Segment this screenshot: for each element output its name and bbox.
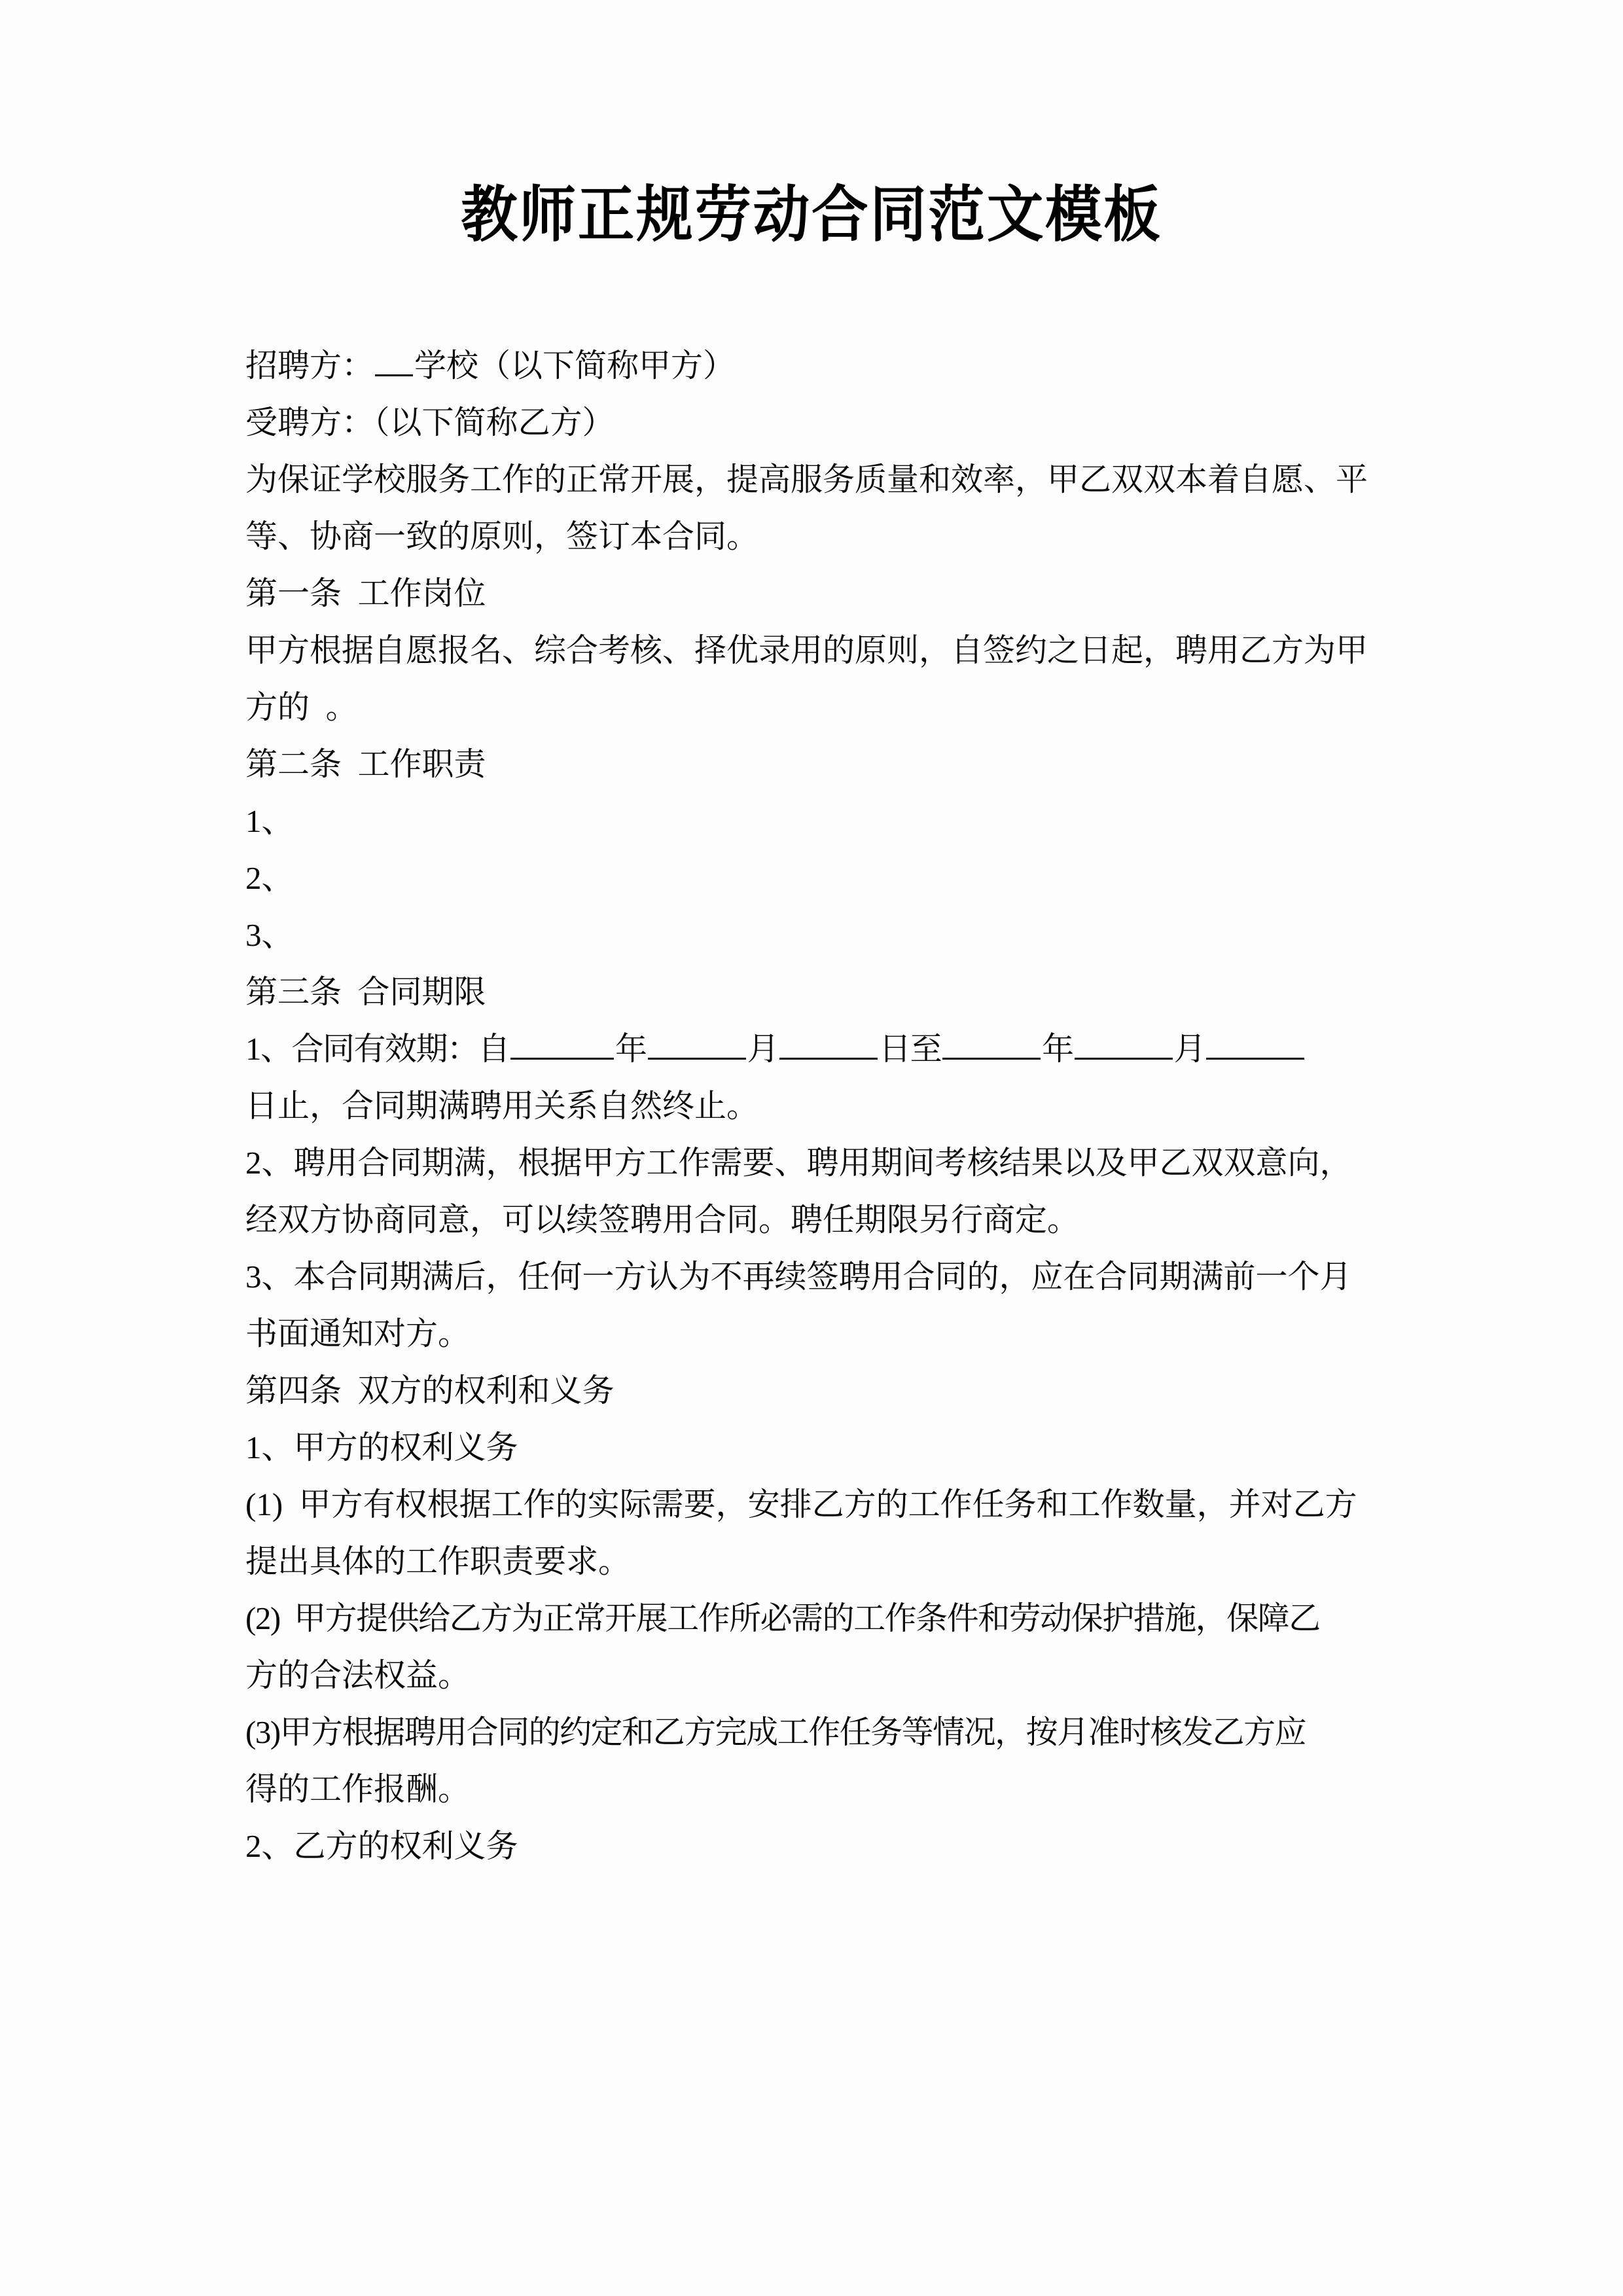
start-month-blank-field[interactable] (648, 1029, 746, 1060)
end-month-label: 月 (1173, 1031, 1205, 1067)
heading-article-2: 第二条 工作职责 (245, 746, 486, 782)
subheading-party-a-rights: 1、甲方的权利义务 (245, 1429, 518, 1465)
page-title: 教师正规劳动合同范文模板 (461, 182, 1162, 249)
start-day-label: 日至 (879, 1031, 942, 1067)
heading-article-1: 第一条 工作岗位 (245, 575, 486, 611)
recruiter-suffix: 学校（以下简称甲方） (414, 348, 736, 384)
subheading-party-b-rights: 2、乙方的权利义务 (245, 1828, 518, 1864)
list-item-duty-1: 1、 (245, 803, 294, 839)
recruiter-label: 招聘方： (245, 348, 374, 384)
start-month-label: 月 (747, 1031, 779, 1067)
line-party-a-item-2b: 方的合法权益。 (245, 1657, 471, 1693)
line-article-1-body-1: 甲方根据自愿报名、综合考核、择优录用的原则，自签约之日起，聘用乙方为甲 (245, 632, 1368, 668)
list-item-duty-2: 2、 (245, 860, 294, 896)
line-party-a-item-2a: (2) 甲方提供给乙方为正常开展工作所必需的工作条件和劳动保护措施，保障乙 (245, 1600, 1320, 1636)
line-renewal-2: 经双方协商同意，可以续签聘用合同。聘任期限另行商定。 (245, 1202, 1080, 1238)
heading-article-4: 第四条 双方的权利和义务 (245, 1372, 615, 1408)
end-month-blank-field[interactable] (1075, 1029, 1173, 1060)
end-day-blank-field[interactable] (1206, 1029, 1304, 1060)
line-recruiter (245, 337, 1384, 394)
line-article-1-body-2: 方的 。 (245, 689, 358, 725)
start-day-blank-field[interactable] (779, 1029, 878, 1060)
end-year-label: 年 (1042, 1031, 1073, 1067)
line-termination-1: 3、本合同期满后，任何一方认为不再续签聘用合同的，应在合同期满前一个月 (245, 1259, 1352, 1295)
line-preamble-1: 为保证学校服务工作的正常开展，提高服务质量和效率，甲乙双双本着自愿、平 (245, 461, 1368, 497)
validity-colon: ： (447, 1031, 478, 1067)
line-party-a-item-3a: (3)甲方根据聘用合同的约定和乙方完成工作任务等情况，按月准时核发乙方应 (245, 1714, 1306, 1750)
line-contract-validity-cont: 日止，合同期满聘用关系自然终止。 (245, 1088, 759, 1124)
document-body (245, 337, 1384, 1874)
line-party-a-item-3b: 得的工作报酬。 (245, 1771, 471, 1807)
start-year-blank-field[interactable] (510, 1029, 614, 1060)
recruiter-blank-field[interactable] (375, 346, 413, 376)
line-contract-validity (245, 1020, 1384, 1077)
start-year-label: 年 (615, 1031, 647, 1067)
line-renewal-1: 2、聘用合同期满，根据甲方工作需要、聘用期间考核结果以及甲乙双双意向， (245, 1145, 1352, 1181)
list-item-duty-3: 3、 (245, 917, 294, 953)
heading-article-3: 第三条 合同期限 (245, 974, 486, 1010)
line-party-a-item-1a: (1) 甲方有权根据工作的实际需要，安排乙方的工作任务和工作数量，并对乙方 (245, 1486, 1357, 1522)
line-party-a-item-1b: 提出具体的工作职责要求。 (245, 1543, 631, 1579)
validity-label: 1、合同有效期 (245, 1031, 448, 1067)
line-termination-2: 书面通知对方。 (245, 1316, 471, 1352)
line-preamble-2: 等、协商一致的原则，签订本合同。 (245, 518, 759, 554)
end-year-blank-field[interactable] (942, 1029, 1041, 1060)
line-employee: 受聘方：（以下简称乙方） (245, 404, 615, 440)
validity-from-label: 自 (478, 1031, 510, 1067)
